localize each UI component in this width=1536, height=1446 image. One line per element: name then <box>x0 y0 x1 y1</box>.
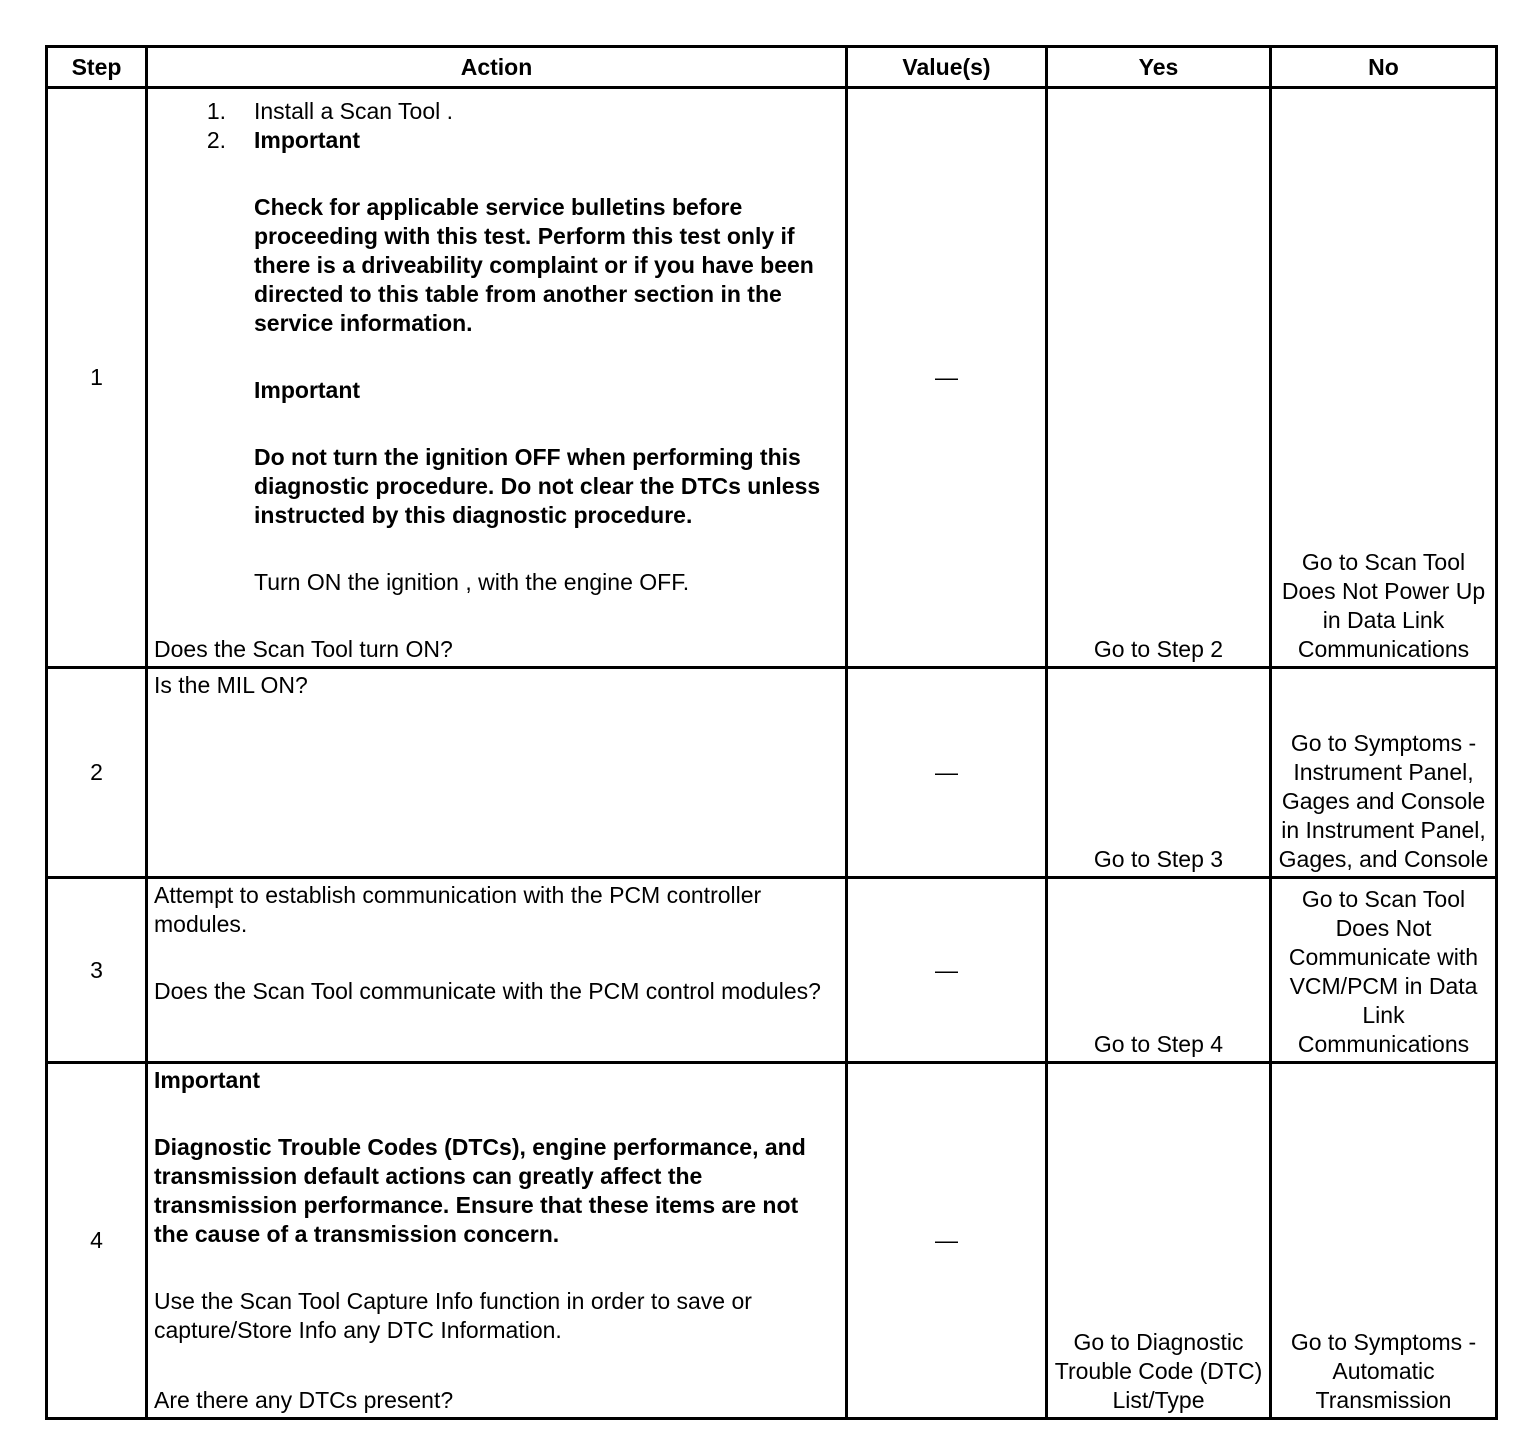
table-row <box>47 668 1497 878</box>
yes-cell: Go to Step 4 <box>1047 878 1271 1063</box>
no-cell: Go to Scan Tool Does Not Communicate with VCM/PCM in Data Link Communications <box>1271 878 1497 1063</box>
important-label: Important <box>154 1067 261 1093</box>
question-text: Does the Scan Tool communicate with the PCM control modules? <box>154 978 821 1004</box>
diagnostic-table <box>45 45 1498 1420</box>
value-cell: — <box>847 88 1047 668</box>
instruction-text: Attempt to establish communication with the PCM controller modules. <box>154 882 762 937</box>
question-text: Does the Scan Tool turn ON? <box>154 636 453 662</box>
table-row <box>47 1063 1497 1419</box>
important-note: Diagnostic Trouble Codes (DTCs), engine performance, and transmission default actions can greatly affect the transmission performance. Ensure that these items are not the cause of a transmission concern. <box>154 1134 806 1247</box>
yes-cell: Go to Diagnostic Trouble Code (DTC) List/Type <box>1047 1063 1271 1419</box>
yes-cell: Go to Step 2 <box>1047 88 1271 668</box>
value-cell: — <box>847 668 1047 878</box>
header-action: Action <box>147 47 847 88</box>
list-item <box>154 126 839 155</box>
action-cell <box>147 1063 847 1419</box>
instruction-text: Use the Scan Tool Capture Info function in order to save or capture/Store Info any DTC Information. <box>154 1288 752 1343</box>
no-cell: Go to Symptoms - Instrument Panel, Gages and Console in Instrument Panel, Gages, and Console <box>1271 668 1497 878</box>
step-number: 4 <box>47 1063 147 1419</box>
list-text: Install a Scan Tool . <box>254 98 454 124</box>
instruction-text: Turn ON the ignition , with the engine OFF. <box>254 569 690 595</box>
action-cell <box>147 668 847 878</box>
header-yes: Yes <box>1047 47 1271 88</box>
no-cell: Go to Symptoms - Automatic Transmission <box>1271 1063 1497 1419</box>
list-number: 2. <box>206 127 226 153</box>
important-note: Do not turn the ignition OFF when performing this diagnostic procedure. Do not clear the DTCs unless instructed by this diagnostic procedure. <box>254 444 821 528</box>
yes-cell: Go to Step 3 <box>1047 668 1271 878</box>
list-text: Important <box>254 127 361 153</box>
no-cell: Go to Scan Tool Does Not Power Up in Data Link Communications <box>1271 88 1497 668</box>
list-item <box>154 97 839 126</box>
header-row <box>47 47 1497 88</box>
table-row <box>47 878 1497 1063</box>
header-values: Value(s) <box>847 47 1047 88</box>
header-step: Step <box>47 47 147 88</box>
question-text: Are there any DTCs present? <box>154 1387 454 1413</box>
question-text: Is the MIL ON? <box>154 672 308 698</box>
value-cell: — <box>847 1063 1047 1419</box>
action-cell <box>147 878 847 1063</box>
table-row <box>47 88 1497 668</box>
step-number: 3 <box>47 878 147 1063</box>
header-no: No <box>1271 47 1497 88</box>
action-list <box>154 97 839 155</box>
list-number: 1. <box>206 98 226 124</box>
important-note: Check for applicable service bulletins before proceeding with this test. Perform this test only if there is a driveability complaint or if you have been directed to this table from another section in the service information. <box>254 194 814 336</box>
value-cell: — <box>847 878 1047 1063</box>
step-number: 2 <box>47 668 147 878</box>
action-cell <box>147 88 847 668</box>
step-number: 1 <box>47 88 147 668</box>
important-label: Important <box>254 377 361 403</box>
